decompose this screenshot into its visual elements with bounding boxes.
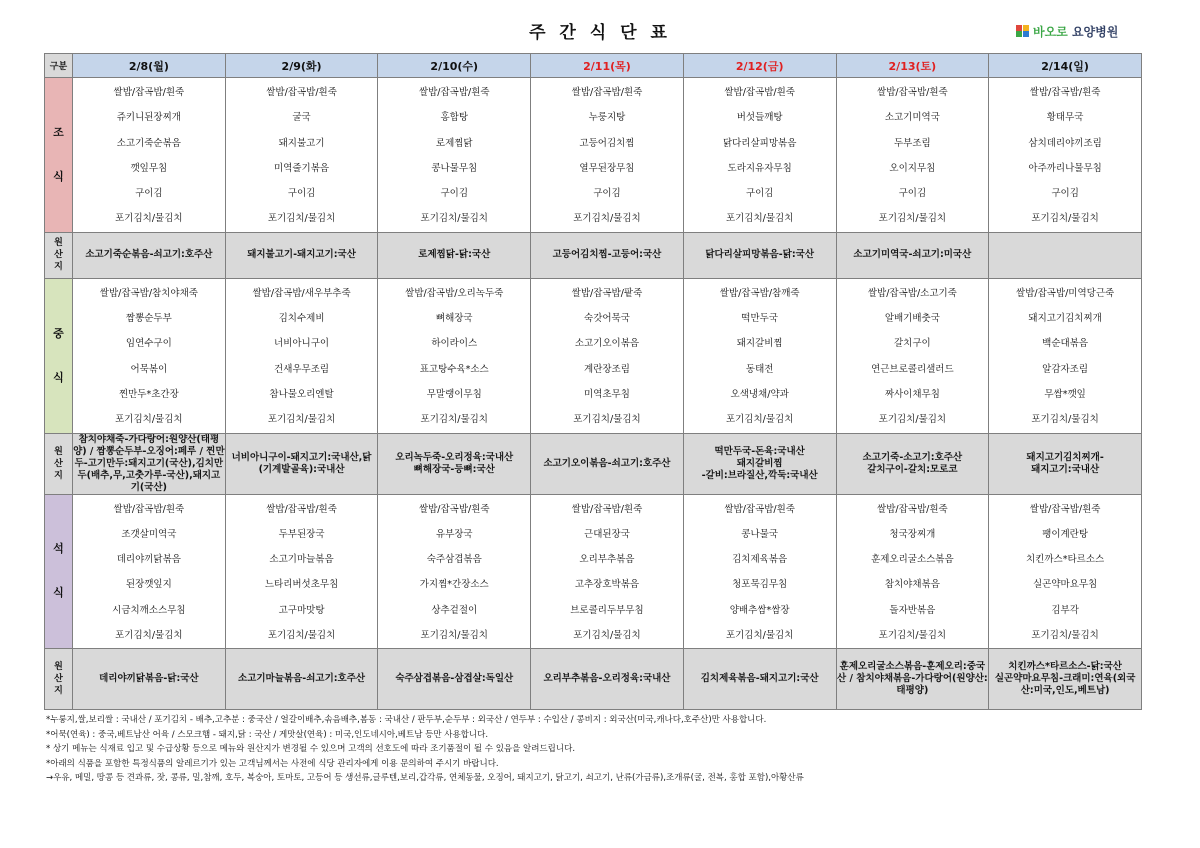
menu-cell bbox=[225, 278, 378, 433]
origin-cell: 소고기오이볶음-쇠고기:호주산 bbox=[531, 433, 684, 494]
logo-brand: 바오로 bbox=[1033, 24, 1068, 39]
origin-cell: 너비아니구이-돼지고기:국내산,닭(기계발골육):국내산 bbox=[225, 433, 378, 494]
menu-item: 청국장찌개 bbox=[889, 528, 936, 540]
hospital-logo bbox=[1016, 22, 1118, 40]
day-header: 2/14(일) bbox=[989, 54, 1142, 78]
menu-item: 닭다리살피망볶음 bbox=[722, 137, 797, 149]
menu-item: 동태전 bbox=[745, 363, 774, 375]
origin-cell: 치킨까스*타르소스-닭:국산 실곤약마요무침-크래미:연육(외국산:미국,인도,베트남) bbox=[989, 649, 1142, 710]
origin-cell: 돼지고기김치찌개- 돼지고기:국내산 bbox=[989, 433, 1142, 494]
dinner-label: 석 식 bbox=[45, 494, 73, 649]
menu-cell bbox=[683, 278, 836, 433]
menu-item: 포기김치/물김치 bbox=[1031, 414, 1099, 426]
menu-item: 고추장호박볶음 bbox=[574, 579, 640, 591]
origin-cell: 로제찜닭-닭:국산 bbox=[378, 232, 531, 278]
menu-item: 갈치구이 bbox=[894, 338, 931, 350]
menu-item: 치킨까스*타르소스 bbox=[1026, 554, 1105, 566]
menu-item: 쌀밥/잡곡밥/소고기죽 bbox=[867, 287, 957, 299]
origin-cell: 데리야끼닭볶음-닭:국산 bbox=[73, 649, 226, 710]
menu-item: 홍합탕 bbox=[440, 112, 469, 124]
menu-item: 누룽지탕 bbox=[588, 112, 626, 124]
menu-item: 어묵볶이 bbox=[130, 363, 168, 375]
menu-item: 포기김치/물김치 bbox=[725, 213, 794, 225]
weekly-menu-table bbox=[44, 53, 1142, 710]
breakfast-origin-row bbox=[45, 232, 1142, 278]
menu-item: 버섯들깨탕 bbox=[736, 112, 783, 124]
origin-cell: 참치야채죽-가다랑어:원양산(태평양) / 짬뽕순두부-오징어:페루 / 찐만두-고기만두:돼지고기(국산),김치만두(배추,무,고춧가루-국산),돼지고기(국산) bbox=[73, 433, 225, 493]
menu-item: 쌀밥/잡곡밥/참깨죽 bbox=[719, 287, 800, 299]
menu-item: 표고탕수육*소스 bbox=[419, 363, 489, 375]
menu-item: 김부각 bbox=[1051, 604, 1079, 616]
menu-item: 열무된장무침 bbox=[579, 162, 635, 174]
menu-item: 굴국 bbox=[292, 112, 311, 124]
menu-cell bbox=[531, 494, 684, 649]
menu-item: 쌀밥/잡곡밥/흰죽 bbox=[1029, 87, 1101, 98]
menu-item: 구이김 bbox=[135, 188, 163, 200]
lunch-label: 중 식 bbox=[45, 278, 73, 433]
menu-item: 백순대볶음 bbox=[1042, 338, 1089, 350]
menu-item: 포기김치/물김치 bbox=[115, 414, 183, 426]
menu-item: 포기김치/물김치 bbox=[573, 414, 641, 426]
menu-item: 쌀밥/잡곡밥/오리녹두죽 bbox=[405, 287, 504, 299]
menu-item: 양배추쌈*쌈장 bbox=[729, 604, 790, 616]
menu-cell bbox=[378, 278, 531, 433]
menu-item: 너비아니구이 bbox=[274, 338, 330, 350]
menu-cell bbox=[225, 78, 378, 233]
menu-item: 뼈해장국 bbox=[435, 313, 473, 325]
menu-item: 소고기미역국 bbox=[884, 112, 940, 124]
menu-item: 쌀밥/잡곡밥/흰죽 bbox=[571, 503, 643, 515]
menu-item: 김치수제비 bbox=[278, 313, 325, 325]
notes bbox=[46, 713, 1146, 786]
menu-item: 미역줄기볶음 bbox=[274, 162, 330, 174]
menu-item: 연근브로콜리샐러드 bbox=[871, 363, 954, 375]
menu-item: 포기김치/물김치 bbox=[115, 213, 183, 225]
menu-item: 근대된장국 bbox=[584, 528, 630, 540]
menu-item: 쌀밥/잡곡밥/흰죽 bbox=[724, 87, 795, 98]
menu-item: 돼지불고기 bbox=[278, 137, 325, 149]
menu-item: 쌀밥/잡곡밥/흰죽 bbox=[877, 503, 948, 515]
menu-item: 쌀밥/잡곡밥/새우부추죽 bbox=[252, 287, 351, 299]
lunch-origin-row bbox=[45, 433, 1142, 494]
menu-item: 포기김치/물김치 bbox=[115, 630, 183, 642]
menu-item: 김치제육볶음 bbox=[732, 554, 788, 566]
note-line: *누룽지,쌀,보리쌀 : 국내산 / 포기김치 - 배추,고추분 : 중국산 / 얼갈이배추,솎음배추,봄동 : 국내산 / 판두부,순두부 : 외국산 / 연두부 : 수입산 / 콩비지 : 외국산(미국,캐나다,호주산)만 사용합니다. bbox=[46, 715, 767, 725]
menu-item: 포기김치/물김치 bbox=[1031, 630, 1099, 642]
menu-item: 무쌈*깻잎 bbox=[1044, 388, 1086, 400]
menu-item: 쌀밥/잡곡밥/흰죽 bbox=[113, 503, 185, 515]
menu-item: 무말랭이무침 bbox=[426, 388, 482, 400]
menu-item: 콩나물무침 bbox=[431, 162, 478, 174]
menu-item: 구이김 bbox=[593, 188, 621, 200]
day-header: 2/13(토) bbox=[836, 54, 989, 78]
menu-item: 실곤약마요무침 bbox=[1032, 579, 1098, 591]
menu-item: 도라지유자무침 bbox=[727, 162, 792, 174]
menu-item: 구이김 bbox=[440, 188, 469, 200]
menu-item: 쌀밥/잡곡밥/흰죽 bbox=[418, 87, 490, 98]
menu-item: 시금치깨소스무침 bbox=[112, 604, 186, 616]
menu-item: 브로콜리두부무침 bbox=[570, 604, 644, 616]
menu-item: 포기김치/물김치 bbox=[573, 213, 641, 225]
menu-item: 고구마맛탕 bbox=[278, 604, 325, 616]
day-header: 2/8(월) bbox=[73, 54, 226, 78]
menu-item: 소고기죽순볶음 bbox=[116, 137, 181, 149]
lunch-origin-label: 원 산 지 bbox=[45, 433, 73, 494]
menu-cell bbox=[683, 494, 836, 649]
menu-item: 포기김치/물김치 bbox=[420, 630, 488, 642]
origin-cell: 숙주삼겹볶음-삼겹살:독일산 bbox=[378, 649, 531, 710]
breakfast-row bbox=[45, 78, 1142, 233]
menu-item: 알감자조림 bbox=[1042, 363, 1089, 375]
menu-item: 구이김 bbox=[287, 188, 316, 200]
lunch-row bbox=[45, 278, 1142, 433]
page-title: 주 간 식 단 표 bbox=[529, 23, 671, 43]
menu-item: 두부조림 bbox=[894, 137, 931, 149]
menu-item: 소고기오이볶음 bbox=[574, 338, 640, 350]
menu-item: 알배기배춧국 bbox=[884, 313, 940, 325]
breakfast-origin-label: 원 산 지 bbox=[45, 232, 73, 278]
menu-item: 참치야채볶음 bbox=[884, 579, 940, 591]
menu-item: 팽이계란탕 bbox=[1042, 528, 1089, 540]
menu-cell bbox=[531, 278, 684, 433]
menu-item: 임연수구이 bbox=[125, 338, 172, 350]
origin-cell: 김치제육볶음-돼지고기:국산 bbox=[683, 649, 836, 710]
menu-item: 미역초무침 bbox=[584, 388, 630, 400]
day-header: 2/10(수) bbox=[378, 54, 531, 78]
menu-item: 참나물오리엔탈 bbox=[269, 388, 334, 400]
menu-item: 상추겉절이 bbox=[431, 604, 478, 616]
header-row bbox=[45, 54, 1142, 78]
menu-item: 황태무국 bbox=[1046, 112, 1084, 124]
menu-item: 하이라이스 bbox=[431, 338, 478, 350]
menu-item: 숙주삼겹볶음 bbox=[426, 554, 482, 566]
hospital-logo-icon bbox=[1016, 25, 1029, 37]
menu-item: 삼치데리야끼조림 bbox=[1028, 137, 1102, 149]
menu-item: 포기김치/물김치 bbox=[725, 630, 794, 642]
menu-cell bbox=[73, 78, 226, 233]
menu-cell bbox=[73, 494, 226, 649]
origin-cell: 소고기죽-소고기:호주산 갈치구이-갈치:모로코 bbox=[836, 433, 989, 494]
menu-item: 쌀밥/잡곡밥/미역당근죽 bbox=[1016, 287, 1115, 299]
day-header: 2/12(금) bbox=[683, 54, 836, 78]
menu-item: 포기김치/물김치 bbox=[878, 630, 947, 642]
menu-cell bbox=[836, 494, 989, 649]
menu-item: 된장깻잎지 bbox=[125, 579, 172, 591]
menu-item: 건새우무조림 bbox=[274, 363, 330, 375]
menu-item: 데리야끼닭볶음 bbox=[116, 554, 181, 566]
menu-item: 포기김치/물김치 bbox=[420, 414, 488, 426]
menu-item: 쌀밥/잡곡밥/팥죽 bbox=[571, 287, 643, 299]
menu-item: 포기김치/물김치 bbox=[267, 414, 336, 426]
dinner-row bbox=[45, 494, 1142, 649]
menu-cell bbox=[378, 494, 531, 649]
menu-item: 구이김 bbox=[1051, 188, 1079, 200]
origin-cell: 고등어김치찜-고등어:국산 bbox=[531, 232, 684, 278]
menu-cell bbox=[683, 78, 836, 233]
menu-item: 포기김치/물김치 bbox=[1031, 213, 1099, 225]
menu-item: 구이김 bbox=[898, 188, 927, 200]
menu-item: 구이김 bbox=[745, 188, 774, 200]
menu-item: 아주까리나물무침 bbox=[1028, 162, 1102, 174]
menu-item: 청포묵김무침 bbox=[732, 579, 788, 591]
menu-item: 돼지고기김치찌개 bbox=[1028, 313, 1102, 325]
menu-cell bbox=[225, 494, 378, 649]
origin-cell: 오리부추볶음-오리정육:국내산 bbox=[531, 649, 684, 710]
menu-item: 훈제오리굴소스볶음 bbox=[871, 554, 954, 566]
menu-item: 포기김치/물김치 bbox=[878, 414, 947, 426]
day-header: 2/9(화) bbox=[225, 54, 378, 78]
menu-item: 깻잎무침 bbox=[130, 162, 168, 174]
menu-item: 찐만두*초간장 bbox=[118, 388, 179, 400]
menu-item: 오이지무침 bbox=[889, 162, 936, 174]
menu-item: 유부장국 bbox=[435, 528, 473, 540]
breakfast-label: 조 식 bbox=[45, 78, 73, 233]
menu-cell bbox=[378, 78, 531, 233]
menu-item: 쌀밥/잡곡밥/흰죽 bbox=[724, 503, 795, 515]
menu-item: 오색냉채/약과 bbox=[730, 388, 789, 400]
origin-cell: 떡만두국-돈육:국내산 돼지갈비찜 -갈비:브라질산,깍둑:국내산 bbox=[683, 433, 836, 494]
menu-item: 오리부추볶음 bbox=[579, 554, 635, 566]
menu-item: 쌀밥/잡곡밥/흰죽 bbox=[266, 503, 337, 515]
menu-cell bbox=[73, 278, 226, 433]
menu-cell bbox=[531, 78, 684, 233]
menu-item: 숙갓어묵국 bbox=[584, 313, 630, 325]
menu-item: 쌀밥/잡곡밥/흰죽 bbox=[877, 87, 948, 98]
menu-item: 쌀밥/잡곡밥/흰죽 bbox=[113, 87, 185, 98]
origin-cell: 소고기미역국-쇠고기:미국산 bbox=[836, 232, 989, 278]
menu-item: 쌀밥/잡곡밥/흰죽 bbox=[571, 87, 643, 98]
menu-item: 소고기마늘볶음 bbox=[269, 554, 334, 566]
menu-item: 포기김치/물김치 bbox=[267, 630, 336, 642]
menu-item: 쥬키니된장찌개 bbox=[116, 112, 181, 124]
menu-item: 포기김치/물김치 bbox=[725, 414, 794, 426]
menu-item: 고등어김치찜 bbox=[579, 137, 635, 149]
menu-cell bbox=[989, 494, 1142, 649]
gubun-header: 구분 bbox=[45, 54, 73, 78]
menu-item: 쌀밥/잡곡밥/흰죽 bbox=[1029, 503, 1101, 515]
menu-item: 느타리버섯초무침 bbox=[264, 579, 339, 591]
menu-item: 가지찜*간장소스 bbox=[419, 579, 489, 591]
menu-item: 짜사이채무침 bbox=[884, 388, 940, 400]
logo-suffix: 요양병원 bbox=[1071, 24, 1119, 39]
origin-cell: 오리녹두죽-오리정육:국내산 뼈해장국-등뼈:국산 bbox=[378, 433, 531, 494]
menu-item: 조갯살미역국 bbox=[121, 528, 177, 540]
menu-item: 쌀밥/잡곡밥/흰죽 bbox=[418, 503, 490, 515]
menu-cell bbox=[989, 78, 1142, 233]
menu-item: 쌀밥/잡곡밥/흰죽 bbox=[266, 87, 337, 98]
note-line: *어묵(연육) : 중국,베트남산 어육 / 스모크햄 - 돼지,닭 : 국산 / 게맛살(연육) : 미국,인도네시아,베트남 등만 사용합니다. bbox=[46, 729, 489, 740]
dinner-origin-row bbox=[45, 649, 1142, 710]
menu-item: 포기김치/물김치 bbox=[573, 630, 641, 642]
origin-cell: 닭다리살피망볶음-닭:국산 bbox=[683, 232, 836, 278]
origin-cell bbox=[989, 232, 1142, 278]
menu-item: 떡만두국 bbox=[741, 313, 779, 325]
menu-item: 포기김치/물김치 bbox=[878, 213, 947, 225]
menu-item: 포기김치/물김치 bbox=[267, 213, 336, 225]
menu-item: 돌자반볶음 bbox=[889, 604, 936, 616]
menu-item: 두부된장국 bbox=[278, 528, 325, 540]
origin-cell: 훈제오리굴소스볶음-훈제오리:중국산 / 참치야채볶음-가다랑어(원양산:태평양) bbox=[836, 649, 989, 710]
origin-cell: 돼지불고기-돼지고기:국산 bbox=[225, 232, 378, 278]
menu-cell bbox=[989, 278, 1142, 433]
menu-item: 포기김치/물김치 bbox=[420, 213, 488, 225]
menu-item: 짬뽕순두부 bbox=[125, 313, 172, 325]
origin-cell: 소고기마늘볶음-쇠고기:호주산 bbox=[225, 649, 378, 710]
menu-item: 쌀밥/잡곡밥/참치야채죽 bbox=[99, 287, 198, 299]
origin-cell: 소고기죽순볶음-쇠고기:호주산 bbox=[73, 232, 226, 278]
day-header: 2/11(목) bbox=[531, 54, 684, 78]
note-line: * 상기 메뉴는 식재료 입고 및 수급상황 등으로 메뉴와 원산지가 변경될 수 있으며 고객의 선호도에 따라 조기품절이 될 수 있음을 알려드립니다. bbox=[46, 744, 576, 754]
note-line: *아래의 식품을 포함한 특정식품의 알레르기가 있는 고객님께서는 사전에 식당 관리자에게 이용 문의하여 주시기 바랍니다. bbox=[46, 758, 499, 769]
menu-item: 돼지갈비찜 bbox=[736, 338, 783, 350]
menu-item: 계란장조림 bbox=[584, 363, 630, 375]
dinner-origin-label: 원 산 지 bbox=[45, 649, 73, 710]
menu-cell bbox=[836, 78, 989, 233]
menu-cell bbox=[836, 278, 989, 433]
menu-item: 콩나물국 bbox=[741, 528, 779, 540]
menu-item: 로제찜닭 bbox=[435, 137, 473, 149]
note-line: →우유, 메밀, 땅콩 등 견과류, 잣, 콩류, 밀,참깨, 호두, 복숭아, 토마토, 고등어 등 생선류,글루텐,보리,갑각류, 연체동물, 오징어, 돼지고기, 닭고기, 쇠고기, 난류(가금류),조개류(굴, 전복, 홍합 포함),아황산류 bbox=[46, 773, 804, 783]
